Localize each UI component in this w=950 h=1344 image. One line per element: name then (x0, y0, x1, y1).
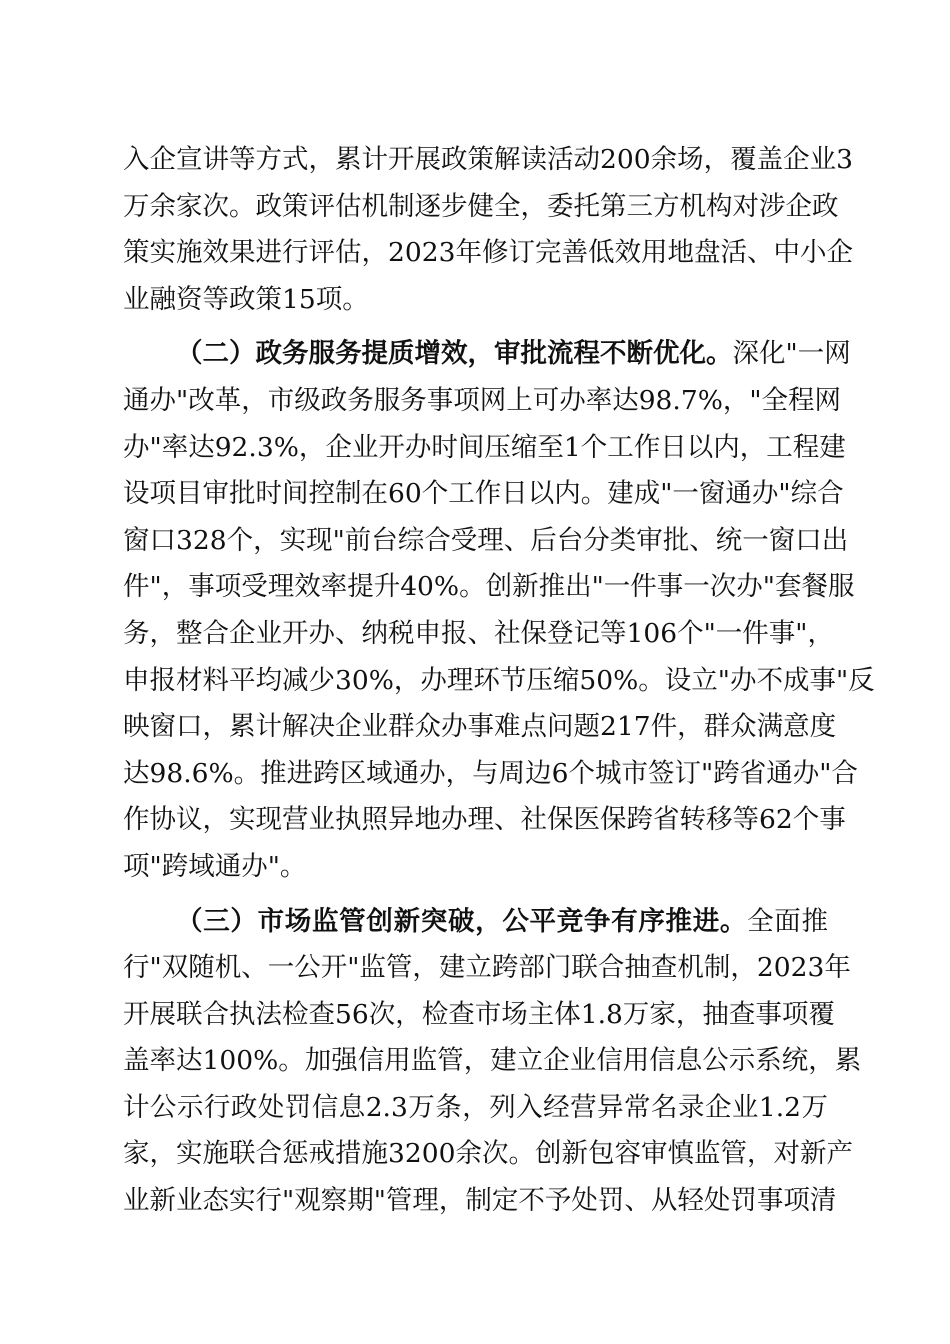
paragraph-1 (123, 137, 853, 323)
text-line: 项"跨域通办"。 (123, 850, 307, 882)
text-line: 行"双随机、一公开"监管，建立跨部门联合抽查机制，2023年 (123, 952, 851, 984)
text-line: 业融资等政策15项。 (123, 283, 369, 315)
text-line: 达98.6%。推进跨区域通办，与周边6个城市签订"跨省通办"合 (123, 757, 858, 789)
text-line: 窗口328个，实现"前台综合受理、后台分类审批、统一窗口出 (123, 524, 849, 556)
paragraph-first-line (123, 331, 851, 378)
text-line: 家，实施联合惩戒措施3200余次。创新包容审慎监管，对新产 (123, 1138, 853, 1170)
section-heading: （二）政务服务提质增效，审批流程不断优化。 (176, 338, 733, 370)
text-line: 万余家次。政策评估机制逐步健全，委托第三方机构对涉企政 (123, 190, 839, 222)
text-line: 入企宣讲等方式，累计开展政策解读活动200余场，覆盖企业3 (123, 144, 853, 175)
text-line: 申报材料平均减少30%，办理环节压缩50%。设立"办不成事"反 (123, 664, 875, 696)
text-line: 盖率达100%。加强信用监管，建立企业信用信息公示系统，累 (123, 1045, 862, 1077)
text-run: 全面推 (747, 905, 829, 937)
text-line: 计公示行政处罚信息2.3万条，列入经营异常名录企业1.2万 (123, 1091, 828, 1123)
body-text (123, 137, 875, 1225)
paragraph-gap (123, 891, 828, 899)
text-line: 设项目审批时间控制在60个工作日以内。建成"一窗通办"综合 (123, 478, 844, 510)
text-line: 策实施效果进行评估，2023年修订完善低效用地盘活、中小企 (123, 237, 853, 269)
text-line: 件"，事项受理效率提升40%。创新推出"一件事一次办"套餐服 (123, 571, 855, 603)
text-line: 业新业态实行"观察期"管理，制定不予处罚、从轻处罚事项清 (123, 1185, 837, 1217)
paragraph-2 (123, 331, 875, 890)
text-line: 开展联合执法检查56次，检查市场主体1.8万家，抽查事项覆 (123, 998, 835, 1030)
paragraph-3 (123, 899, 862, 1225)
text-line: 办"率达92.3%，企业开办时间压缩至1个工作日以内，工程建 (123, 431, 846, 463)
text-line: 通办"改革，市级政务服务事项网上可办率达98.7%，"全程网 (123, 384, 842, 416)
paragraph-first-line (123, 899, 828, 946)
paragraph-gap (123, 323, 828, 331)
text-line: 作协议，实现营业执照异地办理、社保医保跨省转移等62个事 (123, 804, 846, 836)
text-line: 映窗口，累计解决企业群众办事难点问题217件，群众满意度 (123, 711, 837, 743)
text-run: 深化"一网 (732, 338, 851, 370)
text-line: 务，整合企业开办、纳税申报、社保登记等106个"一件事"， (123, 617, 834, 649)
section-heading: （三）市场监管创新突破，公平竞争有序推进。 (176, 905, 748, 937)
